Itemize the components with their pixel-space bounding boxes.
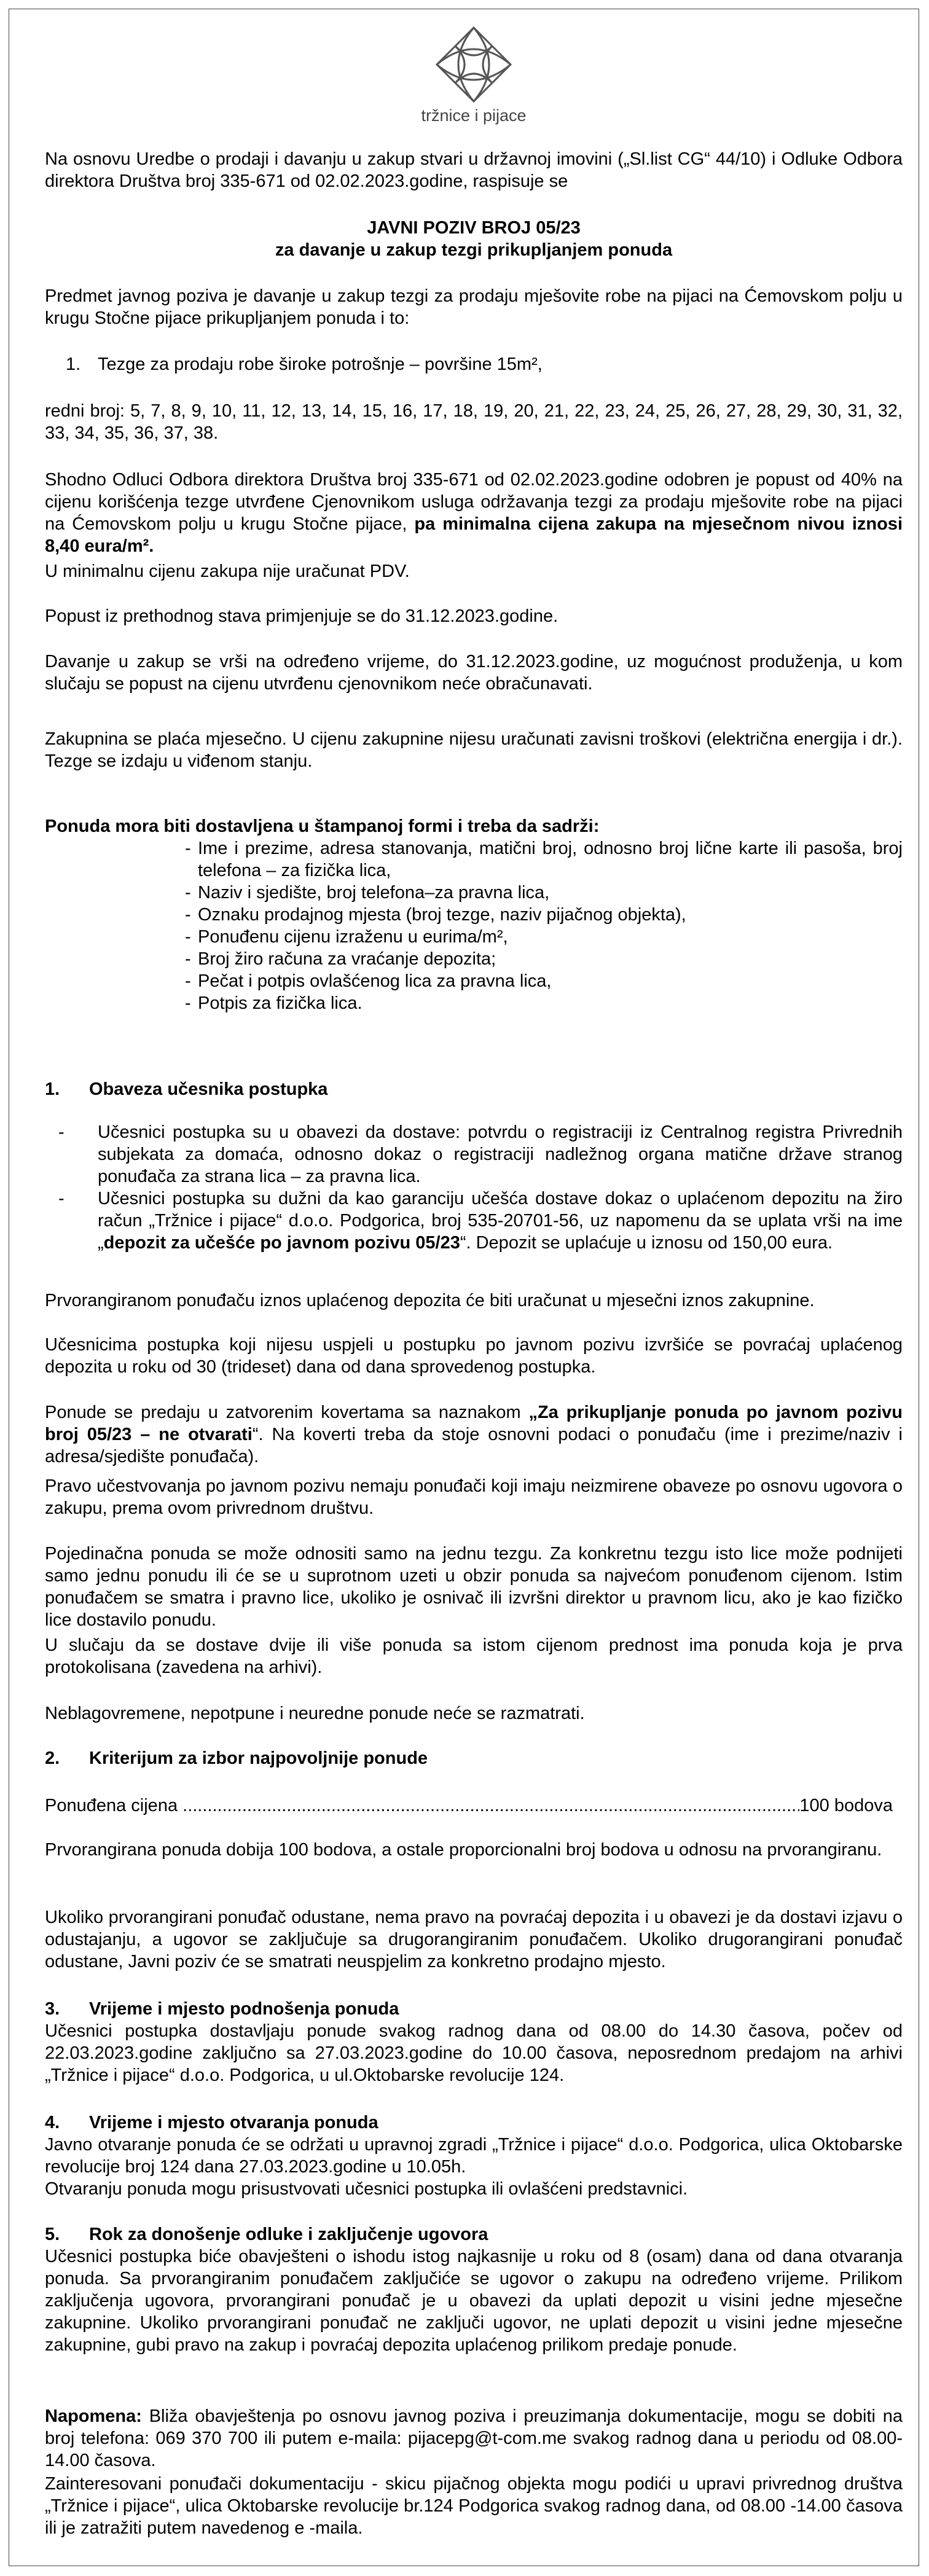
- single-offer-paragraph: Pojedinačna ponuda se može odnositi samo na jednu tezgu. Za konkretnu tezgu isto lice može podnijeti samo jednu ponudu ili će se u suprotnom uzeti u obzir ponuda sa najvećom ponuđenom cijenom. Istim ponuđačem se smatra i pravno lice, ukoliko je osnivač ili izvršni direktor u pravnom licu, ako je kao fizičko lice dostavilo ponudu.: [45, 1544, 903, 1630]
- lease-term-paragraph: Davanje u zakup se vrši na određeno vrijeme, do 31.12.2023.godine, uz mogućnost produženja, u kom slučaju se popust na cijenu utvrđenu cjenovnikom neće obračunavati.: [45, 652, 903, 694]
- stall-numbers: redni broj: 5, 7, 8, 9, 10, 11, 12, 13, 14, 15, 16, 17, 18, 19, 20, 21, 22, 23, 24, 25, 26, 27, 28, 29, 30, 31, 32, 33, 34, 35, 36, 37, 38.: [45, 401, 903, 443]
- title-block: [45, 217, 903, 261]
- list-item: - Potpis za fizička lica.: [45, 992, 903, 1014]
- offer-requirements: [45, 815, 903, 1014]
- subject-paragraph: Predmet javnog poziva je davanje u zakup tezgi za prodaju mješovite robe na pijaci na Ćemovskom polju u krugu Stočne pijace prikupljanjem ponuda i to:: [45, 286, 903, 328]
- envelope-paragraph: Ponude se predaju u zatvorenim kovertama sa naznakom „Za prikupljanje ponuda po javnom pozivu broj 05/23 – ne otvarati“. Na koverti treba da stoje osnovni podaci o ponuđaču (ime i prezime/naziv i adresa/sjedište ponuđača).: [45, 1403, 903, 1466]
- diamond-arches-logo-icon: [434, 25, 513, 104]
- section-3: 3. Vrijeme i mjesto podnošenja ponuda Učesnici postupka dostavljaju ponude svakog radnog dana od 08.00 do 14.30 časova, počev od 22.03.2023.godine zaključno sa 27.03.2023.godine do 10.00 časova, neposrednom predajom na arhivi „Tržnice i pijace“ d.o.o. Podgorica, u ul.Oktobarske revolucije 124.: [45, 1999, 903, 2085]
- list-item: - Pečat i potpis ovlašćenog lica za pravna lica,: [45, 970, 903, 992]
- section-2-heading: 2. Kriterijum za izbor najpovoljnije ponude: [45, 1748, 428, 1768]
- obligations: [45, 1121, 903, 1254]
- equal-price-paragraph: U slučaju da se dostave dvije ili više ponuda sa istom cijenom prednost ima ponuda koja je prva protokolisana (zavedena na arhivi).: [45, 1635, 903, 1677]
- logo: [45, 25, 903, 148]
- min-price-text: pa minimalna cijena zakupa na mjesečnom nivou iznosi 8,40 eura/m².: [45, 514, 903, 556]
- closing-paragraph: Zainteresovani ponuđači dokumentaciju - skicu pijačnog objekta mogu podići u upravi privrednog društva „Tržnice i pijace“, ulica Oktobarske revolucije br.124 Podgorica svakog radnog dana, od 08.00 -14.00 časova ili je zatražiti putem navedenog e -maila.: [45, 2474, 903, 2538]
- list-item: - Ime i prezime, adresa stanovanja, matični broj, odnosno broj lične karte ili pasoša, broj telefona – za fizička lica,: [45, 837, 903, 882]
- list-item: - Naziv i sjedište, broj telefona–za pravna lica,: [45, 882, 903, 904]
- eligibility-paragraph: Pravo učestvovanja po javnom pozivu nemaju ponuđači koji imaju neizmirene obaveze po osnovu ugovora o zakupu, prema ovom privrednom društvu.: [45, 1476, 903, 1518]
- note-paragraph: Napomena: Bliža obavještenja po osnovu javnog poziva i preuzimanja dokumentacije, mogu se dobiti na broj telefona: 069 370 700 ili putem e-maila: pijacepg@t-com.me svakog radnog dana u periodu od 08.00-14.00 časova.: [45, 2406, 903, 2470]
- document-border: [9, 9, 919, 2566]
- refund-paragraph: Učesnicima postupka koji nijesu uspjeli u postupku po javnom pozivu izvršiće se povraćaj uplaćenog depozita u roku od 30 (trideset) dana od dana sprovedenog postupka.: [45, 1335, 903, 1377]
- discount-period-paragraph: Popust iz prethodnog stava primjenjuje se do 31.12.2023.godine.: [45, 606, 559, 626]
- item-1-number: 1.: [66, 354, 81, 374]
- discount-paragraph: Shodno Odluci Odbora direktora Društva broj 335-671 od 02.02.2023.godine odobren je popust od 40% na cijenu korišćenja tezge utvrđene Cjenovnikom usluga održavanja tezgi za prodaju mješovite robe na pijaci na Ćemovskom polju u krugu Stočne pijace, pa minimalna cijena zakupa na mjesečnom nivou iznosi 8,40 eura/m².: [45, 470, 903, 556]
- note-label: Napomena:: [45, 2406, 142, 2426]
- list-item: - Učesnici postupka su dužni da kao garanciju učešća dostave dokaz o uplaćenom depozitu na žiro račun „Tržnice i pijace“ d.o.o. Podgorica, broj 535-20701-56, uz napomenu da se uplata vrši na ime „depozit za učešće po javnom pozivu 05/23“. Depozit se uplaćuje u iznosu od 150,00 eura.: [45, 1188, 903, 1254]
- section-4: 4. Vrijeme i mjesto otvaranja ponuda Javno otvaranje ponuda će se održati u upravnoj zgradi „Tržnice i pijace“ d.o.o. Podgorica, ulica Oktobarske revolucije broj 124 dana 27.03.2023.godine u 10.05h. Otvaranju ponuda mogu prisustvovati učesnici postupka ili ovlašćeni predstavnici.: [45, 2113, 903, 2199]
- item-1: [45, 353, 903, 375]
- offer-heading: Ponuda mora biti dostavljena u štampanoj formi i treba da sadrži:: [45, 816, 600, 836]
- item-1-text: Tezge za prodaju robe široke potrošnje – površine 15m²,: [98, 354, 543, 374]
- page-title: JAVNI POZIV BROJ 05/23: [367, 218, 581, 238]
- offer-list: [45, 837, 903, 1014]
- vat-paragraph: U minimalnu cijenu zakupa nije uračunat PDV.: [45, 562, 410, 581]
- section-1-heading: 1. Obaveza učesnika postupka: [45, 1079, 328, 1099]
- list-item: - Učesnici postupka su u obavezi da dostave: potvrdu o registraciji iz Centralnog registra Privrednih subjekata za domaća, odnosno dokaz o registraciji nadležnog organa matične države stranog ponuđača za strana lica – za pravna lica.: [45, 1121, 903, 1188]
- section-5: 5. Rok za donošenje odluke i zaključenje ugovora Učesnici postupka biće obavješteni o ishodu istog najkasnije u roku od 8 (osam) dana od dana otvaranja ponuda. Sa prvorangiranim ponuđačem zaključiće se ugovor o zakupu na određeno vrijeme. Prilikom zaključenja ugovora, prvorangirani ponuđač je u obavezi da uplati depozit u visini jedne mjesečne zakupnine. Ukoliko prvorangirani ponuđač ne zaključi ugovor, ne uplati depozit u visini jedne mjesečne zakupnine, gubi pravo na zakup i povraćaj depozita uplaćenog prilikom predaje ponude.: [45, 2225, 903, 2355]
- list-item: - Broj žiro računa za vraćanje depozita;: [45, 948, 903, 970]
- payment-paragraph: Zakupnina se plaća mjesečno. U cijenu zakupnine nijesu uračunati zavisni troškovi (električna energija i dr.). Tezge se izdaju u viđenom stanju.: [45, 729, 903, 771]
- list-item: - Ponuđenu cijenu izraženu u eurima/m²,: [45, 926, 903, 948]
- points-paragraph: Prvorangirana ponuda dobija 100 bodova, a ostale proporcionalni broj bodova u odnosu na prvorangiranu.: [45, 1840, 882, 1860]
- page-subtitle: za davanje u zakup tezgi prikupljanjem ponuda: [275, 240, 673, 260]
- logo-text: tržnice i pijace: [421, 106, 527, 125]
- criteria-row: Ponuđena cijena ..... 100 bodova: [45, 1795, 893, 1817]
- late-offers-paragraph: Neblagovremene, nepotpune i neuredne ponude neće se razmatrati.: [45, 1704, 585, 1723]
- obligations-list: [45, 1121, 903, 1254]
- list-item: - Oznaku prodajnog mjesta (broj tezge, naziv pijačnog objekta),: [45, 904, 903, 926]
- first-ranked-paragraph: Prvorangiranom ponuđaču iznos uplaćenog depozita će biti uračunat u mjesečni iznos zakupnine.: [45, 1291, 815, 1310]
- intro-paragraph: Na osnovu Uredbe o prodaji i davanju u zakup stvari u državnoj imovini („Sl.list CG“ 44/10) i Odluke Odbora direktora Društva broj 335-671 od 02.02.2023.godine, raspisuje se: [45, 149, 903, 191]
- withdraw-paragraph: Ukoliko prvorangirani ponuđač odustane, nema pravo na povraćaj depozita i u obavezi je da dostavi izjavu o odustajanju, a ugovor se zaključuje sa drugorangiranim ponuđačem. Ukoliko drugorangirani ponuđač odustane, Javni poziv će se smatrati neuspjelim za konkretno prodajno mjesto.: [45, 1908, 903, 1971]
